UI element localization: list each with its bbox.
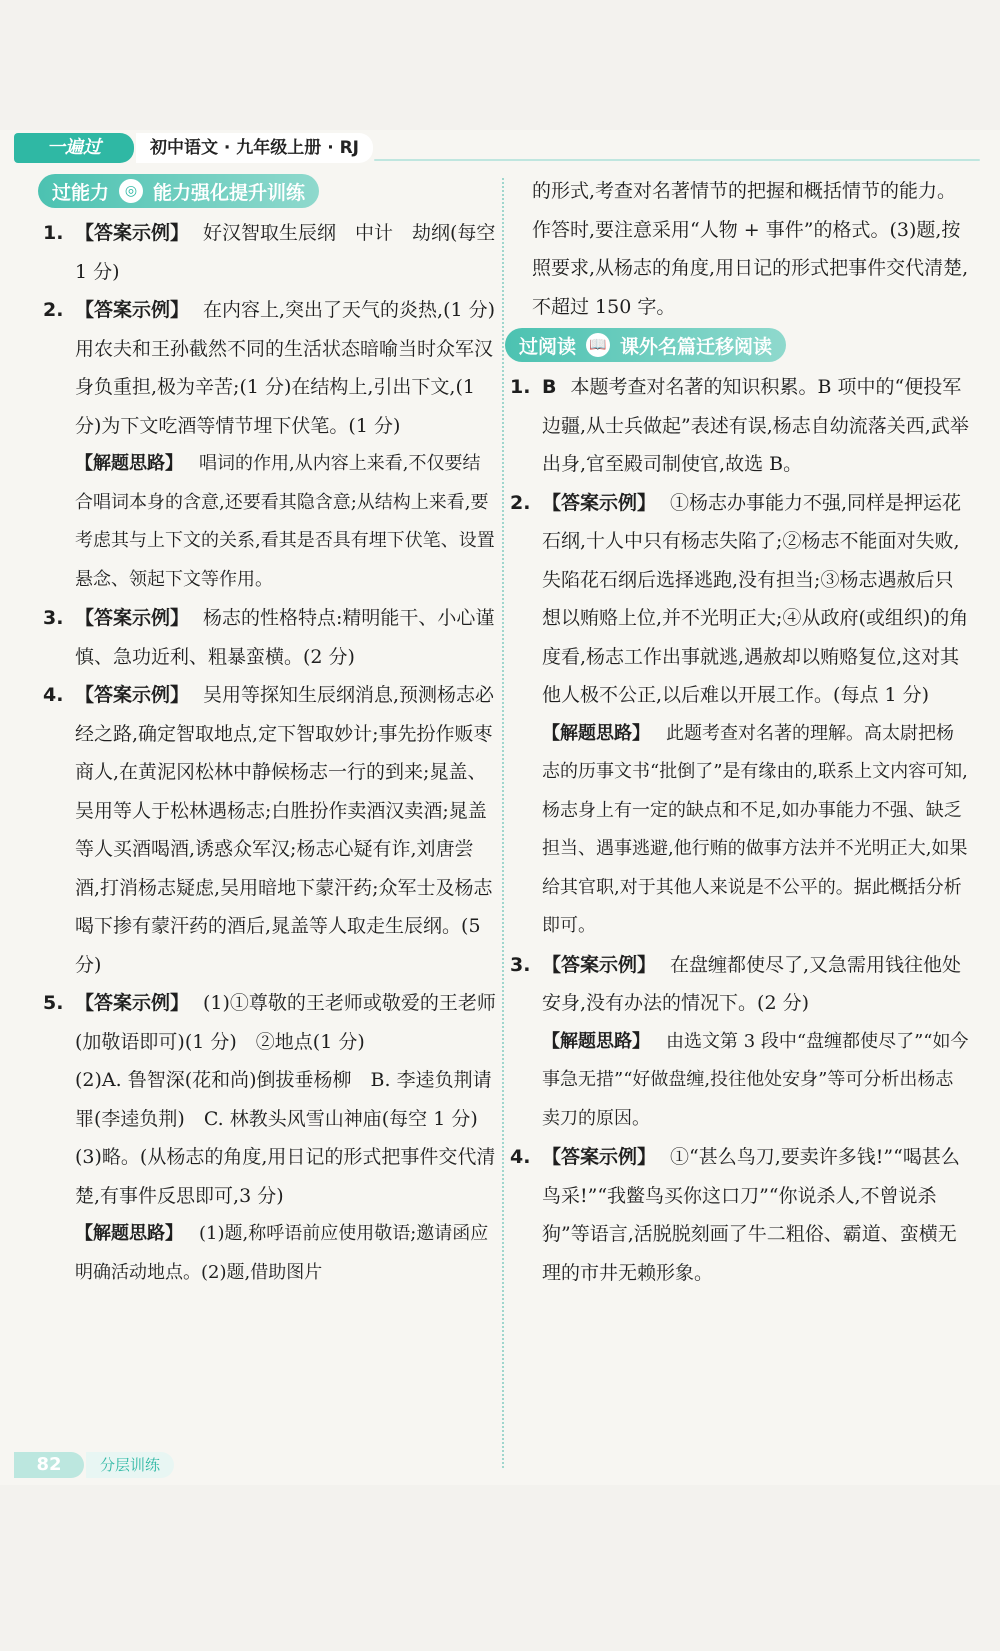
analysis-text: (1)题,称呼语前应使用敬语;邀请函应明确活动地点。(2)题,借助图片 bbox=[75, 1223, 489, 1283]
banner-label: 过能力 bbox=[52, 181, 110, 204]
analysis-text: 此题考查对名著的理解。高太尉把杨志的历事文书“批倒了”是有缘由的,联系上文内容可知,杨志身上有一定的缺点和不足,如办事能力不强、缺乏担当、遇事逃避,他行贿的做事方法并不光明正大,如果给其官职,对于其他人来说是不公平的。据此概括分析即可。 bbox=[542, 722, 968, 936]
answer-text: 本题考查对名著的知识积累。B 项中的“便投军边疆,从士兵做起”表述有误,杨志自幼流落关西,武举出身,官至殿司制使官,故选 B。 bbox=[542, 376, 969, 475]
analysis-item-3 bbox=[515, 1023, 970, 1139]
answer-text: (1)①尊敬的王老师或敬爱的王老师 (加敬语即可)(1 分) ②地点(1 分) bbox=[75, 992, 496, 1053]
analysis-tag: 【解题思路】 bbox=[542, 1030, 650, 1052]
analysis-tag: 【解题思路】 bbox=[75, 1223, 183, 1244]
answer-item-4 bbox=[510, 1138, 970, 1292]
section-banner-ability bbox=[38, 174, 319, 208]
book-title: 初中语文 · 九年级上册 · RJ bbox=[136, 133, 373, 163]
page-header bbox=[14, 133, 964, 163]
column-divider bbox=[502, 178, 504, 1468]
answer-tag: 【答案示例】 bbox=[75, 222, 190, 244]
brand-logo: 一遍过 bbox=[14, 133, 134, 163]
answer-item-5-part-3: (3)略。(从杨志的角度,用日记的形式把事件交代清楚,有事件反思即可,3 分) bbox=[75, 1146, 496, 1207]
answer-choice: B bbox=[542, 376, 557, 398]
answer-tag: 【答案示例】 bbox=[542, 491, 657, 514]
bottom-margin bbox=[0, 1485, 1000, 1651]
item-number: 3. bbox=[510, 953, 531, 976]
answer-item-1 bbox=[43, 214, 498, 291]
answer-text: ①杨志办事能力不强,同样是押运花石纲,十人中只有杨志失陷了;②杨志不能面对失败,失陷花石纲后选择逃跑,没有担当;③杨志遇赦后只想以贿赂上位,并不光明正大;④从政府(或组织)的角度看,杨志工作出事就逃,遇赦却以贿赂复位,这对其他人极不公正,以后难以开展工作。(每点 1 分) bbox=[542, 491, 969, 706]
answer-item-3 bbox=[510, 946, 970, 1023]
answer-text: 杨志的性格特点:精明能干、小心谨慎、急功近利、粗暴蛮横。(2 分) bbox=[75, 607, 495, 668]
answer-item-2 bbox=[43, 291, 498, 445]
analysis-tag: 【解题思路】 bbox=[75, 453, 183, 474]
analysis-item-5 bbox=[48, 1215, 498, 1292]
book-icon: 📖 bbox=[586, 333, 610, 357]
item-number: 1. bbox=[43, 222, 64, 244]
medal-icon: ◎ bbox=[119, 179, 143, 203]
page-footer bbox=[14, 1452, 174, 1478]
answer-tag: 【答案示例】 bbox=[75, 607, 190, 629]
answer-item-5 bbox=[43, 984, 498, 1061]
analysis-text: 唱词的作用,从内容上来看,不仅要结合唱词本身的含意,还要看其隐含意;从结构上来看,要考虑其与上下文的关系,看其是否具有埋下伏笔、设置悬念、领起下文等作用。 bbox=[75, 453, 495, 590]
footer-label: 分层训练 bbox=[86, 1452, 174, 1478]
answer-text: 好汉智取生辰纲 中计 劫纲(每空 1 分) bbox=[75, 222, 496, 283]
banner-subtitle: 课外名篇迁移阅读 bbox=[620, 335, 773, 358]
left-column bbox=[43, 172, 498, 1292]
answer-tag: 【答案示例】 bbox=[75, 992, 190, 1014]
continued-analysis: 的形式,考查对名著情节的把握和概括情节的能力。作答时,要注意采用“人物 + 事件”的格式。(3)题,按照要求,从杨志的角度,用日记的形式把事件交代清楚,不超过 150 字。 bbox=[532, 180, 969, 318]
answer-tag: 【答案示例】 bbox=[542, 1146, 657, 1168]
answer-text: 在内容上,突出了天气的炎热,(1 分)用农夫和王孙截然不同的生活状态暗喻当时众军汉身负重担,极为辛苦;(1 分)在结构上,引出下文,(1 分)为下文吃酒等情节埋下伏笔。(1 分) bbox=[75, 299, 496, 437]
header-rule bbox=[374, 159, 980, 161]
answer-item-5-part-2: (2)A. 鲁智深(花和尚)倒拔垂杨柳 B. 李逵负荆请罪(李逵负荆) C. 林教头风雪山神庙(每空 1 分) bbox=[75, 1069, 492, 1130]
answer-tag: 【答案示例】 bbox=[75, 299, 190, 321]
right-column bbox=[510, 172, 970, 1292]
answer-tag: 【答案示例】 bbox=[542, 953, 657, 976]
answer-tag: 【答案示例】 bbox=[75, 684, 190, 706]
answer-text: ①“甚么鸟刀,要卖许多钱!”“喝甚么鸟采!”“我鳖鸟买你这口刀”“你说杀人,不曾说杀狗”等语言,活脱脱刻画了牛二粗俗、霸道、蛮横无理的市井无赖形象。 bbox=[542, 1146, 960, 1284]
analysis-text: 由选文第 3 段中“盘缠都使尽了”“如今事急无措”“好做盘缠,投往他处安身”等可分析出杨志卖刀的原因。 bbox=[542, 1030, 969, 1129]
answer-item-3 bbox=[43, 599, 498, 676]
answer-item-2 bbox=[510, 484, 970, 715]
answer-text: 吴用等探知生辰纲消息,预测杨志必经之路,确定智取地点,定下智取妙计;事先扮作贩枣商人,在黄泥冈松林中静候杨志一行的到来;晁盖、吴用等人于松林遇杨志;白胜扮作卖酒汉卖酒;晁盖等人买酒喝酒,诱惑众军汉;杨志心疑有诈,刘唐尝酒,打消杨志疑虑,吴用暗地下蒙汗药;众军士及杨志喝下掺有蒙汗药的酒后,晁盖等人取走生辰纲。(5 分) bbox=[75, 684, 495, 976]
banner-subtitle: 能力强化提升训练 bbox=[153, 181, 306, 204]
answer-item-4 bbox=[43, 676, 498, 984]
answer-text: 在盘缠都使尽了,又急需用钱往他处安身,没有办法的情况下。(2 分) bbox=[542, 953, 962, 1014]
item-number: 2. bbox=[510, 491, 531, 514]
section-banner-reading bbox=[505, 328, 786, 362]
answer-item-1 bbox=[510, 368, 970, 484]
page-number: 82 bbox=[14, 1452, 84, 1478]
analysis-item-2 bbox=[515, 715, 970, 946]
analysis-tag: 【解题思路】 bbox=[542, 722, 650, 744]
item-number: 2. bbox=[43, 299, 64, 321]
item-number: 3. bbox=[43, 607, 64, 629]
item-number: 4. bbox=[43, 684, 64, 706]
top-margin bbox=[0, 0, 1000, 130]
analysis-item-2 bbox=[48, 445, 498, 599]
item-number: 5. bbox=[43, 992, 64, 1014]
item-number: 4. bbox=[510, 1146, 531, 1168]
banner-label: 过阅读 bbox=[519, 335, 577, 358]
item-number: 1. bbox=[510, 376, 531, 398]
